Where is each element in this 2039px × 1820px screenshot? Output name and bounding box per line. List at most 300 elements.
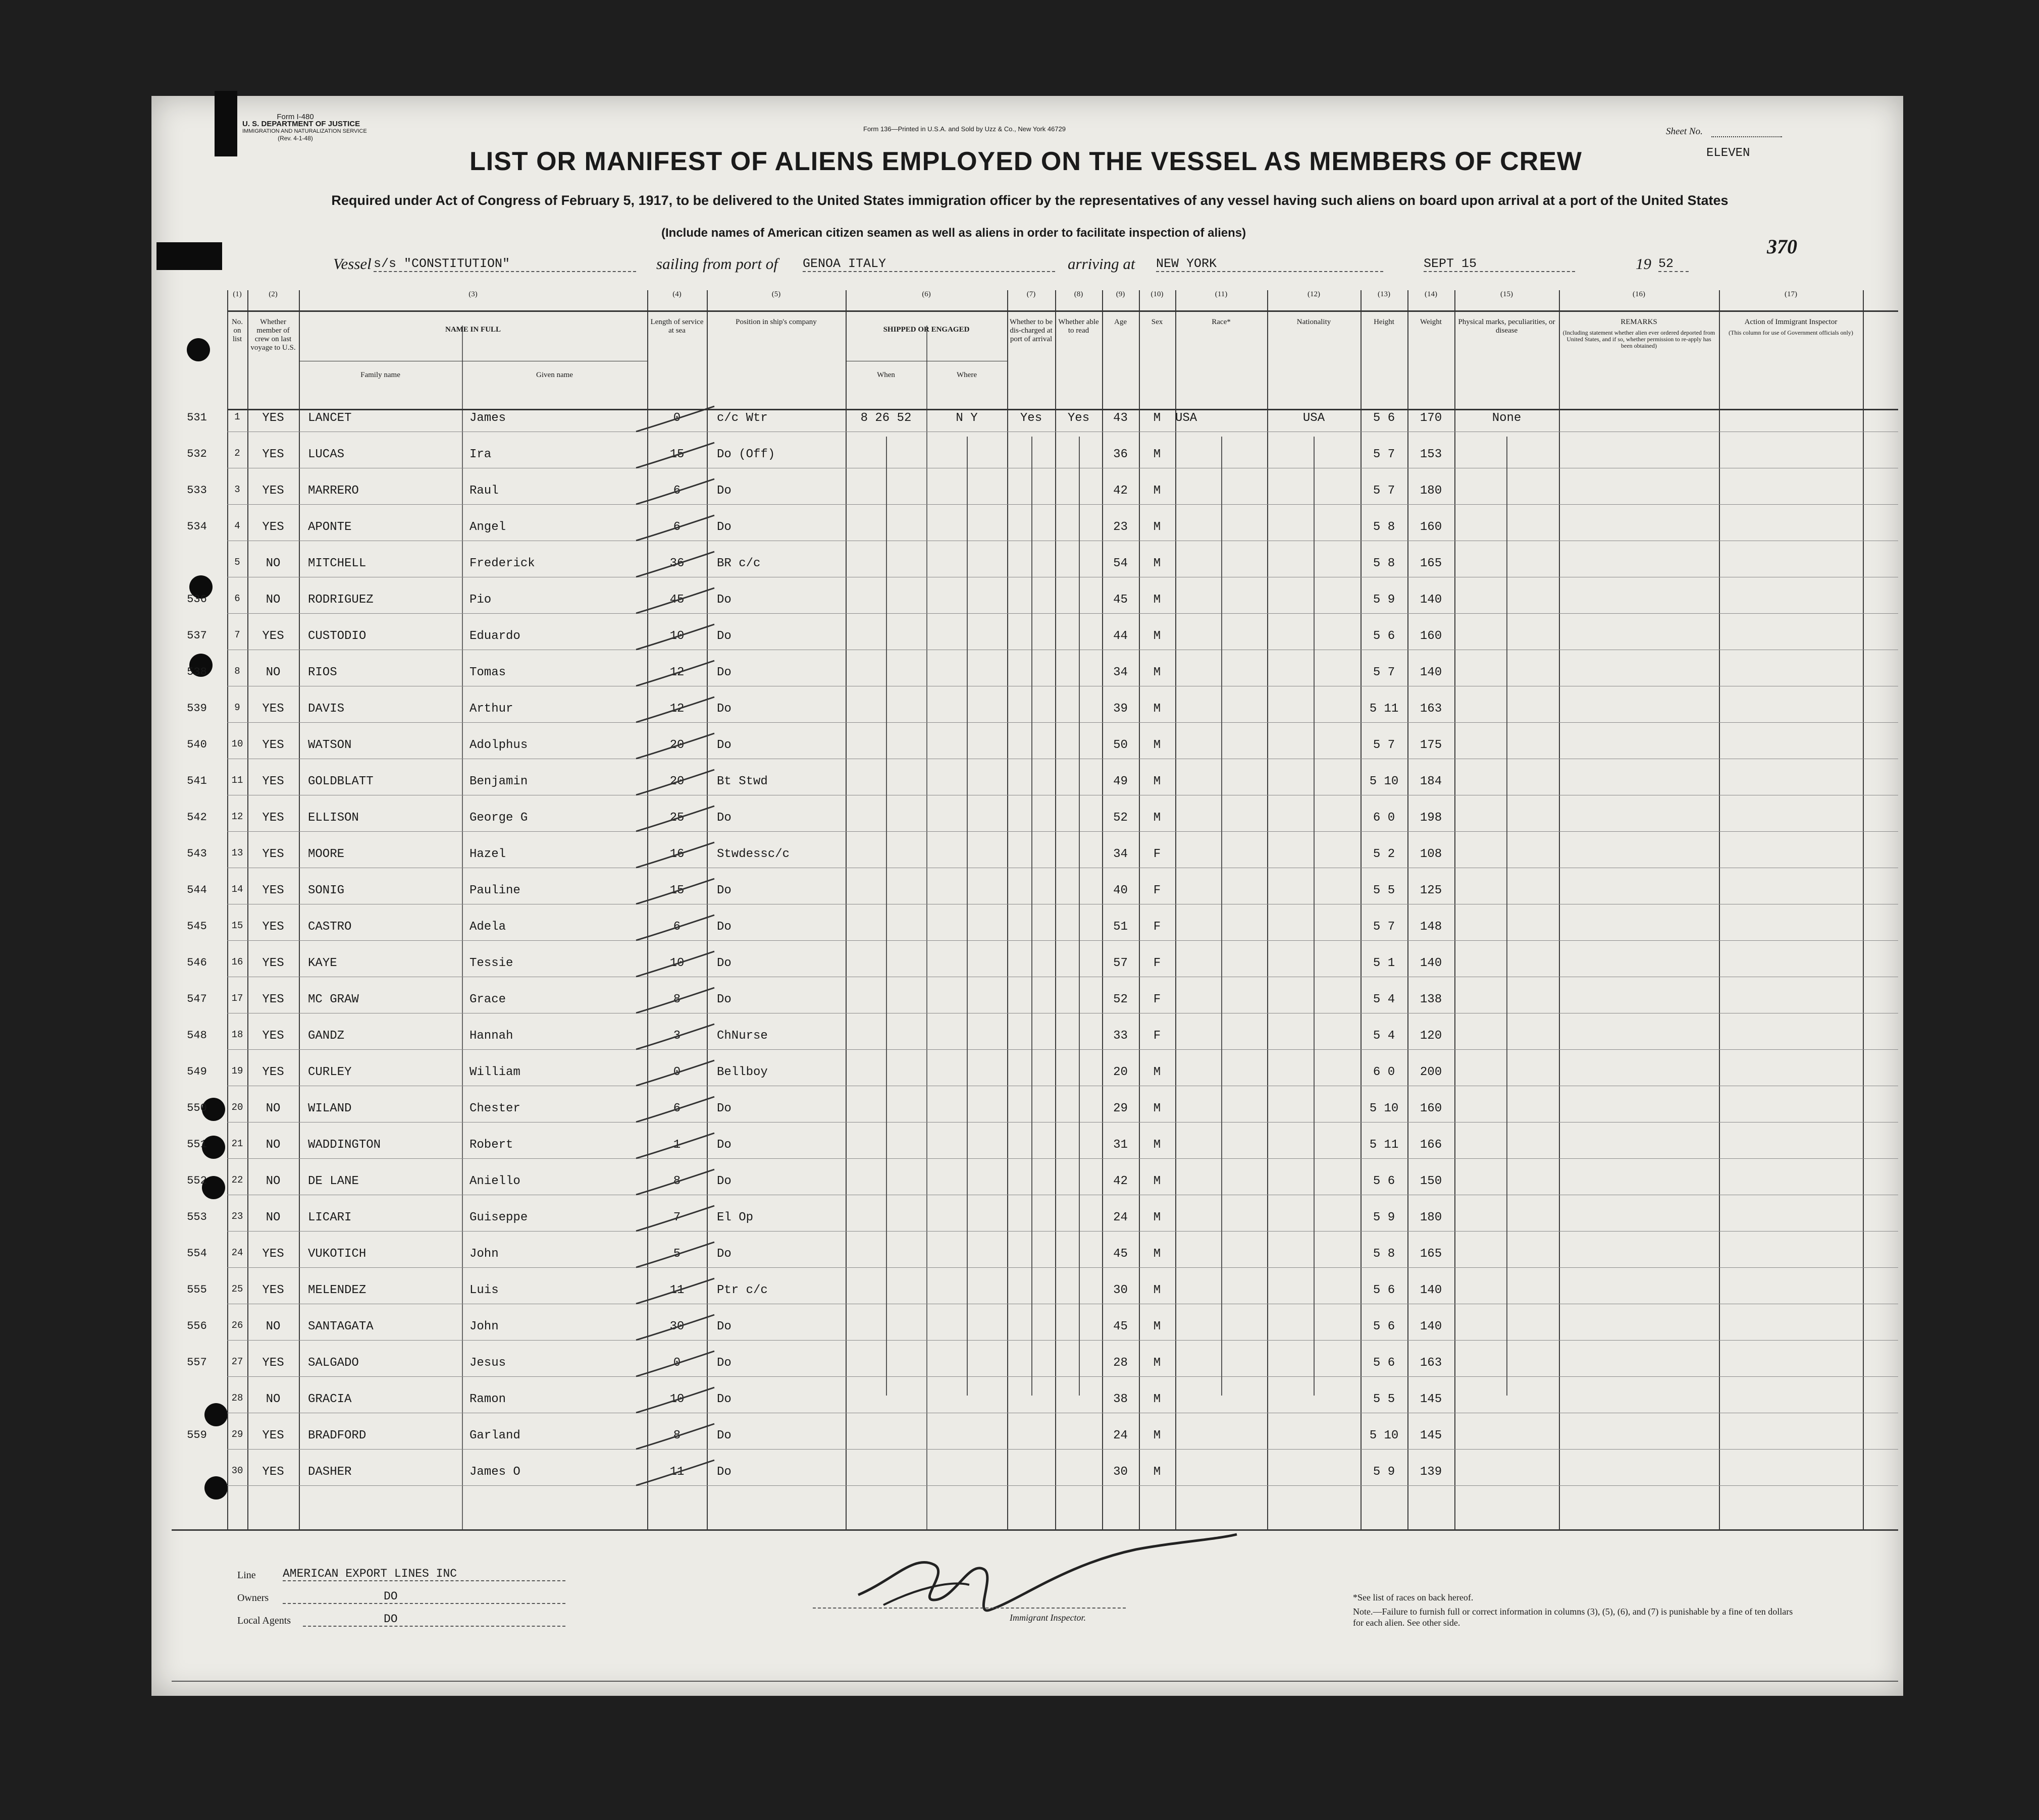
cell-sex: M <box>1153 1283 1161 1297</box>
cell-service: 45 <box>669 593 685 607</box>
cell-service: 36 <box>669 557 685 570</box>
year-prefix: 19 <box>1636 255 1651 273</box>
cell-family: BRADFORD <box>308 1429 367 1442</box>
cell-weight: 198 <box>1420 811 1442 825</box>
column-subheader: Where <box>957 371 977 379</box>
cell-height: 5 1 <box>1373 956 1395 970</box>
check-mark <box>636 1133 714 1158</box>
cell-family: VUKOTICH <box>308 1247 367 1261</box>
check-mark <box>636 624 714 650</box>
column-divider <box>227 290 228 1529</box>
cell-no: 13 <box>231 847 243 859</box>
margin-number: 552 <box>187 1174 207 1187</box>
cell-age: 49 <box>1113 775 1128 788</box>
cell-height: 5 7 <box>1373 448 1395 461</box>
cell-position: c/c Wtr <box>717 411 768 425</box>
cell-no: 29 <box>231 1429 243 1440</box>
check-mark <box>636 1060 714 1086</box>
cell-service: 6 <box>673 484 681 498</box>
cell-family: SONIG <box>308 884 345 897</box>
cell-sex: F <box>1153 993 1161 1006</box>
cell-age: 45 <box>1113 1247 1128 1261</box>
cell-height: 5 9 <box>1373 1211 1395 1224</box>
cell-prev: YES <box>262 1356 284 1370</box>
column-number: (12) <box>1308 290 1320 298</box>
cell-prev: YES <box>262 811 284 825</box>
cell-height: 5 6 <box>1373 1356 1395 1370</box>
cell-given: John <box>469 1320 499 1333</box>
cell-age: 28 <box>1113 1356 1128 1370</box>
margin-number: 547 <box>187 993 207 1005</box>
cell-sex: M <box>1153 1065 1161 1079</box>
cell-service: 11 <box>669 1465 685 1479</box>
column-header: Nationality <box>1296 318 1331 326</box>
sheet-no-label: Sheet No. <box>1666 126 1703 137</box>
cell-family: DAVIS <box>308 702 345 716</box>
printer-line: Form 136—Printed in U.S.A. and Sold by Uzz & Co., New York 46729 <box>863 125 1066 133</box>
check-mark <box>636 1387 714 1413</box>
cell-when: 8 26 52 <box>860 411 912 425</box>
cell-service: 12 <box>669 702 685 716</box>
column-number: (9) <box>1116 290 1125 298</box>
cell-discharged: Yes <box>1020 411 1042 425</box>
column-number: (10) <box>1151 290 1164 298</box>
cell-weight: 125 <box>1420 884 1442 897</box>
cell-age: 52 <box>1113 811 1128 825</box>
cell-age: 44 <box>1113 629 1128 643</box>
cell-no: 21 <box>231 1138 243 1149</box>
cell-age: 24 <box>1113 1211 1128 1224</box>
cell-age: 52 <box>1113 993 1128 1006</box>
cell-prev: YES <box>262 956 284 970</box>
column-subheader: (This column for use of Government officials only) <box>1729 329 1853 336</box>
cell-weight: 140 <box>1420 1283 1442 1297</box>
cell-prev: YES <box>262 884 284 897</box>
cell-family: CURLEY <box>308 1065 352 1079</box>
margin-number: 534 <box>187 520 207 533</box>
cell-sex: M <box>1153 1393 1161 1406</box>
column-divider <box>1361 290 1362 1529</box>
cell-height: 5 9 <box>1373 593 1395 607</box>
cell-weight: 120 <box>1420 1029 1442 1043</box>
cell-prev: YES <box>262 484 284 498</box>
cell-sex: M <box>1153 1247 1161 1261</box>
cell-no: 16 <box>231 956 243 968</box>
cell-position: Do <box>717 993 731 1006</box>
check-mark <box>636 988 714 1013</box>
cell-weight: 165 <box>1420 557 1442 570</box>
page-subtitle-note: (Include names of American citizen seamen as well as aliens in order to facilitate inspection of aliens) <box>661 226 1246 240</box>
cell-no: 23 <box>231 1211 243 1222</box>
cell-sex: M <box>1153 593 1161 607</box>
form-number: Form I-480 <box>277 113 314 121</box>
margin-number: 555 <box>187 1283 207 1296</box>
cell-prev: NO <box>266 1174 281 1188</box>
cell-family: MARRERO <box>308 484 359 498</box>
margin-number: 554 <box>187 1247 207 1260</box>
check-mark <box>636 661 714 686</box>
cell-given: Chester <box>469 1102 520 1115</box>
cell-age: 34 <box>1113 847 1128 861</box>
cell-position: Do <box>717 1174 731 1188</box>
cell-sex: M <box>1153 448 1161 461</box>
cell-height: 5 4 <box>1373 1029 1395 1043</box>
inspector-line <box>813 1608 1126 1609</box>
check-mark <box>636 733 714 759</box>
margin-number: 546 <box>187 956 207 969</box>
cell-no: 12 <box>231 811 243 822</box>
vessel-value: s/s "CONSTITUTION" <box>374 256 636 272</box>
row-rule <box>227 613 1898 614</box>
arrival-date-value: SEPT 15 <box>1424 256 1575 272</box>
cell-weight: 138 <box>1420 993 1442 1006</box>
cell-height: 5 6 <box>1373 1174 1395 1188</box>
column-header: Physical marks, peculiarities, or disease <box>1458 318 1555 335</box>
cell-weight: 165 <box>1420 1247 1442 1261</box>
cell-no: 11 <box>231 775 243 786</box>
cell-no: 17 <box>231 993 243 1004</box>
cell-family: WATSON <box>308 738 352 752</box>
cell-height: 5 10 <box>1369 775 1399 788</box>
ditto-mark <box>1506 437 1507 1396</box>
column-header: Action of Immigrant Inspector <box>1744 318 1838 326</box>
row-rule <box>227 940 1898 941</box>
margin-number: 540 <box>187 738 207 751</box>
cell-given: Adolphus <box>469 738 528 752</box>
cell-given: Raul <box>469 484 499 498</box>
cell-sex: M <box>1153 775 1161 788</box>
cell-service: 15 <box>669 884 685 897</box>
cell-prev: NO <box>266 1393 281 1406</box>
check-mark <box>636 806 714 831</box>
cell-family: CUSTODIO <box>308 629 367 643</box>
cell-service: 5 <box>673 1247 681 1261</box>
cell-given: Arthur <box>469 702 513 716</box>
cell-age: 50 <box>1113 738 1128 752</box>
column-number: (5) <box>771 290 781 298</box>
column-header: No. on list <box>231 318 243 343</box>
cell-age: 39 <box>1113 702 1128 716</box>
cell-no: 25 <box>231 1283 243 1295</box>
cell-given: Pauline <box>469 884 520 897</box>
column-header: Sex <box>1151 318 1163 326</box>
cell-given: Hannah <box>469 1029 513 1043</box>
cell-height: 5 8 <box>1373 1247 1395 1261</box>
cell-height: 5 7 <box>1373 666 1395 679</box>
cell-no: 24 <box>231 1247 243 1258</box>
check-mark <box>636 515 714 541</box>
cell-sex: M <box>1153 629 1161 643</box>
cell-given: George G <box>469 811 528 825</box>
column-number: (1) <box>233 290 242 298</box>
cell-age: 51 <box>1113 920 1128 934</box>
cell-age: 30 <box>1113 1465 1128 1479</box>
cell-no: 3 <box>234 484 240 495</box>
cell-sex: M <box>1153 1211 1161 1224</box>
cell-age: 33 <box>1113 1029 1128 1043</box>
column-number: (11) <box>1215 290 1228 298</box>
cell-position: Do <box>717 920 731 934</box>
cell-given: Aniello <box>469 1174 520 1188</box>
cell-height: 5 6 <box>1373 411 1395 425</box>
cell-service: 0 <box>673 1356 681 1370</box>
cell-sex: F <box>1153 884 1161 897</box>
cell-height: 5 4 <box>1373 993 1395 1006</box>
row-rule <box>227 1231 1898 1232</box>
arriving-label: arriving at <box>1068 255 1135 273</box>
sheet-no-value: ELEVEN <box>1706 146 1750 160</box>
cell-sex: F <box>1153 847 1161 861</box>
cell-age: 42 <box>1113 484 1128 498</box>
cell-prev: NO <box>266 666 281 679</box>
column-divider <box>1102 290 1103 1529</box>
cell-family: WADDINGTON <box>308 1138 381 1152</box>
cell-prev: NO <box>266 593 281 607</box>
cell-given: Tomas <box>469 666 506 679</box>
cell-prev: NO <box>266 1138 281 1152</box>
check-mark <box>636 1242 714 1267</box>
cell-sex: M <box>1153 1465 1161 1479</box>
cell-family: KAYE <box>308 956 337 970</box>
column-header: Whether member of crew on last voyage to U.S. <box>250 318 296 352</box>
cell-prev: YES <box>262 1465 284 1479</box>
cell-given: John <box>469 1247 499 1261</box>
margin-number: 541 <box>187 775 207 787</box>
cell-service: 8 <box>673 1429 681 1442</box>
column-divider <box>1863 290 1864 1529</box>
column-number: (6) <box>922 290 931 298</box>
cell-service: 0 <box>673 1065 681 1079</box>
cell-no: 27 <box>231 1356 243 1367</box>
margin-number: 543 <box>187 847 207 860</box>
cell-family: ELLISON <box>308 811 359 825</box>
column-header: Whether to be dis-charged at port of arrival <box>1010 318 1053 343</box>
column-number: (15) <box>1500 290 1513 298</box>
cell-weight: 184 <box>1420 775 1442 788</box>
cell-weight: 160 <box>1420 629 1442 643</box>
cell-weight: 160 <box>1420 520 1442 534</box>
manifest-sheet <box>151 96 1903 1696</box>
line-label: Line <box>237 1570 256 1581</box>
check-mark <box>636 1315 714 1340</box>
cell-marks: None <box>1492 411 1522 425</box>
cell-given: Tessie <box>469 956 513 970</box>
margin-number: 550 <box>187 1102 207 1114</box>
header-rule <box>227 409 1898 410</box>
column-number: (8) <box>1074 290 1083 298</box>
cell-family: APONTE <box>308 520 352 534</box>
cell-given: Pio <box>469 593 492 607</box>
cell-position: Do <box>717 593 731 607</box>
row-rule <box>227 1485 1898 1486</box>
cell-read: Yes <box>1067 411 1090 425</box>
cell-no: 5 <box>234 557 240 568</box>
cell-prev: YES <box>262 1065 284 1079</box>
cell-no: 7 <box>234 629 240 640</box>
column-header: NAME IN FULL <box>445 326 501 334</box>
owners-value: DO <box>283 1590 565 1604</box>
cell-weight: 140 <box>1420 593 1442 607</box>
cell-given: Luis <box>469 1283 499 1297</box>
stamp-number: 370 <box>1767 235 1797 258</box>
ditto-mark <box>1314 437 1315 1396</box>
cell-service: 10 <box>669 629 685 643</box>
cell-sex: M <box>1153 1102 1161 1115</box>
column-header: Whether able to read <box>1058 318 1099 335</box>
column-subheader: Given name <box>536 371 573 379</box>
cell-position: Do (Off) <box>717 448 775 461</box>
cell-given: Ramon <box>469 1393 506 1406</box>
cell-prev: NO <box>266 1102 281 1115</box>
ditto-mark <box>1079 437 1080 1396</box>
cell-prev: NO <box>266 1211 281 1224</box>
cell-sex: M <box>1153 520 1161 534</box>
sailing-value: GENOA ITALY <box>803 256 1055 272</box>
cell-position: Do <box>717 884 731 897</box>
ditto-mark <box>967 437 968 1396</box>
cell-service: 20 <box>669 738 685 752</box>
cell-position: Do <box>717 1247 731 1261</box>
cell-age: 34 <box>1113 666 1128 679</box>
check-mark <box>636 479 714 504</box>
column-number: (4) <box>672 290 682 298</box>
check-mark <box>636 770 714 795</box>
cell-race: USA <box>1175 411 1197 425</box>
header-rule <box>227 310 1898 312</box>
vessel-label: Vessel <box>333 255 372 273</box>
cell-family: DE LANE <box>308 1174 359 1188</box>
ditto-mark <box>1221 437 1222 1396</box>
cell-prev: YES <box>262 1429 284 1442</box>
check-mark <box>636 1024 714 1049</box>
cell-age: 24 <box>1113 1429 1128 1442</box>
cell-family: MITCHELL <box>308 557 367 570</box>
cell-prev: YES <box>262 448 284 461</box>
cell-height: 6 0 <box>1373 811 1395 825</box>
margin-number: 539 <box>187 702 207 715</box>
margin-number: 538 <box>187 666 207 678</box>
cell-age: 54 <box>1113 557 1128 570</box>
check-mark <box>636 915 714 940</box>
row-rule <box>227 722 1898 723</box>
cell-sex: M <box>1153 738 1161 752</box>
cell-weight: 170 <box>1420 411 1442 425</box>
cell-service: 0 <box>673 411 681 425</box>
margin-number: 557 <box>187 1356 207 1369</box>
column-divider <box>1267 290 1268 1529</box>
check-marks <box>631 290 732 1502</box>
column-number: (17) <box>1785 290 1797 298</box>
row-rule <box>227 1340 1898 1341</box>
cell-height: 5 5 <box>1373 884 1395 897</box>
form-revision: (Rev. 4-1-48) <box>278 135 313 142</box>
cell-prev: YES <box>262 738 284 752</box>
cell-sex: M <box>1153 411 1161 425</box>
cell-family: MC GRAW <box>308 993 359 1006</box>
table-bottom-rule <box>172 1529 1898 1531</box>
cell-weight: 140 <box>1420 666 1442 679</box>
form-header <box>242 113 367 142</box>
column-number: (3) <box>468 290 478 298</box>
column-divider <box>299 290 300 1529</box>
cell-sex: M <box>1153 1356 1161 1370</box>
cell-given: James O <box>469 1465 520 1479</box>
cell-sex: M <box>1153 484 1161 498</box>
column-divider <box>1407 290 1408 1529</box>
cell-position: Do <box>717 629 731 643</box>
owners-label: Owners <box>237 1592 269 1603</box>
cell-position: Do <box>717 1138 731 1152</box>
cell-family: LUCAS <box>308 448 345 461</box>
cell-age: 23 <box>1113 520 1128 534</box>
cell-weight: 108 <box>1420 847 1442 861</box>
cell-service: 1 <box>673 1138 681 1152</box>
penalty-note: Note.—Failure to furnish full or correct information in columns (3), (5), (6), and (7) is punishable by a fine of ten dollars for each alien. See other side. <box>1353 1607 1793 1628</box>
column-divider <box>1175 290 1176 1529</box>
cell-family: SALGADO <box>308 1356 359 1370</box>
arriving-value: NEW YORK <box>1156 256 1383 272</box>
ditto-mark <box>1031 437 1032 1396</box>
cell-position: Do <box>717 1465 731 1479</box>
cell-service: 6 <box>673 520 681 534</box>
margin-number: 545 <box>187 920 207 933</box>
cell-no: 20 <box>231 1102 243 1113</box>
cell-weight: 166 <box>1420 1138 1442 1152</box>
cell-no: 30 <box>231 1465 243 1476</box>
cell-given: James <box>469 411 506 425</box>
cell-service: 30 <box>669 1320 685 1333</box>
cell-position: Bt Stwd <box>717 775 768 788</box>
cell-position: El Op <box>717 1211 754 1224</box>
column-divider <box>1055 290 1056 1529</box>
column-subheader: Family name <box>360 371 400 379</box>
cell-position: Do <box>717 1356 731 1370</box>
cell-age: 43 <box>1113 411 1128 425</box>
check-mark <box>636 1351 714 1376</box>
cell-position: Do <box>717 811 731 825</box>
margin-number: 531 <box>187 411 207 424</box>
row-rule <box>227 831 1898 832</box>
cell-age: 30 <box>1113 1283 1128 1297</box>
cell-no: 8 <box>234 666 240 677</box>
cell-weight: 180 <box>1420 1211 1442 1224</box>
margin-number: 553 <box>187 1211 207 1223</box>
cell-age: 40 <box>1113 884 1128 897</box>
cell-given: Frederick <box>469 557 535 570</box>
check-mark <box>636 443 714 468</box>
page-title: LIST OR MANIFEST OF ALIENS EMPLOYED ON THE VESSEL AS MEMBERS OF CREW <box>469 147 1582 176</box>
cell-service: 10 <box>669 1393 685 1406</box>
cell-weight: 148 <box>1420 920 1442 934</box>
cell-prev: YES <box>262 1247 284 1261</box>
cell-weight: 153 <box>1420 448 1442 461</box>
cell-age: 57 <box>1113 956 1128 970</box>
cell-family: LICARI <box>308 1211 352 1224</box>
check-mark <box>636 1097 714 1122</box>
cell-sex: F <box>1153 956 1161 970</box>
cell-position: Ptr c/c <box>717 1283 768 1297</box>
cell-height: 5 6 <box>1373 1320 1395 1333</box>
cell-family: MELENDEZ <box>308 1283 367 1297</box>
column-number: (13) <box>1378 290 1390 298</box>
row-rule <box>227 1267 1898 1268</box>
column-number: (14) <box>1425 290 1437 298</box>
column-divider <box>247 290 248 1529</box>
column-subheader: (Including statement whether alien ever ordered deported from United States, and if so, whether permission to re-apply has been obtained) <box>1562 329 1715 349</box>
cell-no: 1 <box>234 411 240 422</box>
line-value: AMERICAN EXPORT LINES INC <box>283 1567 565 1581</box>
cell-prev: NO <box>266 1320 281 1333</box>
